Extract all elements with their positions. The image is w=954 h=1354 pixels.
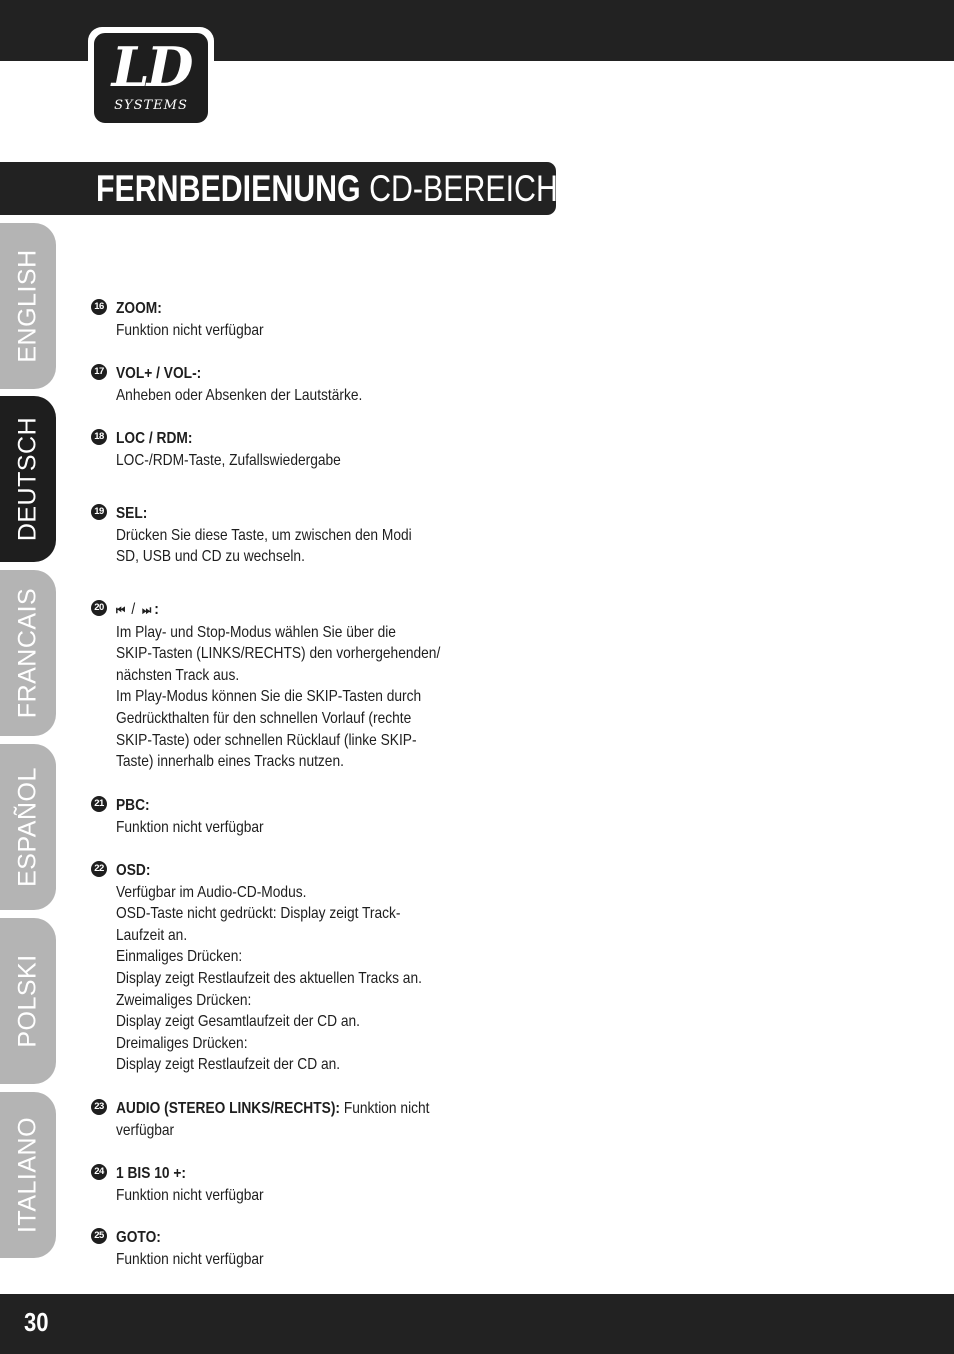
item-volume [91,363,471,406]
item-heading: 1 BIS 10 +: [116,1165,186,1182]
item-text-line: Funktion nicht verfügbar [116,818,264,836]
item-text-line: Display zeigt Restlaufzeit der CD an. [116,1056,341,1074]
item-text-line: Taste) innerhalb eines Tracks nutzen. [116,753,344,771]
item-number-badge: 20 [91,600,107,616]
skip-previous-icon: ⏮ [116,603,125,617]
item-text-line: Gedrückthalten für den schnellen Vorlauf (rechte [116,709,412,727]
item-text-line: Display zeigt Gesamtlaufzeit der CD an. [116,1013,360,1031]
item-audio [91,1098,471,1141]
item-number-badge: 24 [91,1164,107,1180]
item-goto [91,1227,471,1270]
item-text-line: Dreimaliges Drücken: [116,1034,248,1052]
item-heading: GOTO: [116,1229,161,1246]
item-number-badge: 21 [91,796,107,812]
language-tab-english[interactable] [0,223,56,389]
page-title [96,168,566,210]
item-heading: SEL: [116,505,148,522]
item-pbc [91,795,471,838]
item-text-line: Funktion nicht verfügbar [116,1250,264,1268]
skip-next-icon: ⏭ [142,603,151,617]
footer-bar [0,1294,954,1354]
item-sel [91,503,471,568]
item-heading: VOL+ / VOL-: [116,365,202,382]
item-heading: OSD: [116,862,151,879]
item-text-line: LOC-/RDM-Taste, Zufallswiedergabe [116,451,341,469]
language-tab-italiano[interactable] [0,1092,56,1258]
item-skip [91,599,471,773]
item-text-line: SD, USB und CD zu wechseln. [116,548,305,566]
language-tab-label: ITALIANO [13,1116,42,1234]
item-number-badge: 19 [91,504,107,520]
item-text-line: Funktion nicht verfügbar [116,1186,264,1204]
language-tab-label: ESPAÑOL [13,767,42,887]
item-number-badge: 25 [91,1228,107,1244]
item-loc-rdm [91,428,471,471]
item-number-badge: 17 [91,364,107,380]
item-heading: PBC: [116,797,150,814]
item-heading: LOC / RDM: [116,430,193,447]
item-text-line: Zweimaliges Drücken: [116,991,252,1009]
item-text-line: Im Play-Modus können Sie die SKIP-Tasten durch [116,688,422,706]
item-text-line: Drücken Sie diese Taste, um zwischen den Modi [116,526,412,544]
language-tab-espanol[interactable] [0,744,56,910]
logo-badge [94,33,208,123]
language-tab-label: DEUTSCH [13,416,42,542]
item-text-line: Anheben oder Absenken der Lautstärke. [116,386,363,404]
item-number-badge: 23 [91,1099,107,1115]
language-tab-label: POLSKI [13,954,42,1048]
item-number-badge: 22 [91,861,107,877]
title-bold: FERNBEDIENUNG [96,168,361,209]
section-title-bar [0,162,567,215]
item-text-line: Einmaliges Drücken: [116,948,243,966]
item-text-line: Funktion nicht verfügbar [116,321,264,339]
item-heading-line [116,1098,477,1120]
logo-sub-text: SYSTEMS [114,98,188,113]
slash-separator: / [131,601,136,618]
language-tab-label: FRANCAIS [13,587,42,719]
item-heading-tail: Funktion nicht [339,1100,430,1117]
item-text-line: verfügbar [116,1121,175,1139]
item-text-line: nächsten Track aus. [116,666,240,684]
page-number: 30 [24,1307,49,1337]
item-text-line: Laufzeit an. [116,926,188,944]
heading-colon: : [154,601,159,618]
language-tab-francais[interactable] [0,570,56,736]
item-osd [91,860,471,1076]
item-text-line: Display zeigt Restlaufzeit des aktuellen Tracks an. [116,969,422,987]
item-1-bis-10 [91,1163,471,1206]
language-tab-label: ENGLISH [13,249,42,363]
item-zoom [91,298,471,341]
item-heading [116,599,477,622]
item-text-line: Im Play- und Stop-Modus wählen Sie über die [116,623,396,641]
item-number-badge: 18 [91,429,107,445]
language-tab-polski[interactable] [0,918,56,1084]
item-text-line: OSD-Taste nicht gedrückt: Display zeigt Track- [116,905,401,923]
logo-main-text: LD [111,35,191,99]
item-text-line: SKIP-Taste) oder schnellen Rücklauf (linke SKIP- [116,731,417,749]
item-heading: ZOOM: [116,300,162,317]
item-heading: AUDIO (STEREO LINKS/RECHTS): [116,1100,340,1117]
item-number-badge: 16 [91,299,107,315]
title-regular: CD-BEREICH: [369,168,567,209]
language-tab-deutsch[interactable] [0,396,56,562]
item-text-line: Verfügbar im Audio-CD-Modus. [116,883,307,901]
ld-systems-logo [88,27,214,127]
item-text-line: SKIP-Tasten (LINKS/RECHTS) den vorhergehenden/ [116,645,441,663]
